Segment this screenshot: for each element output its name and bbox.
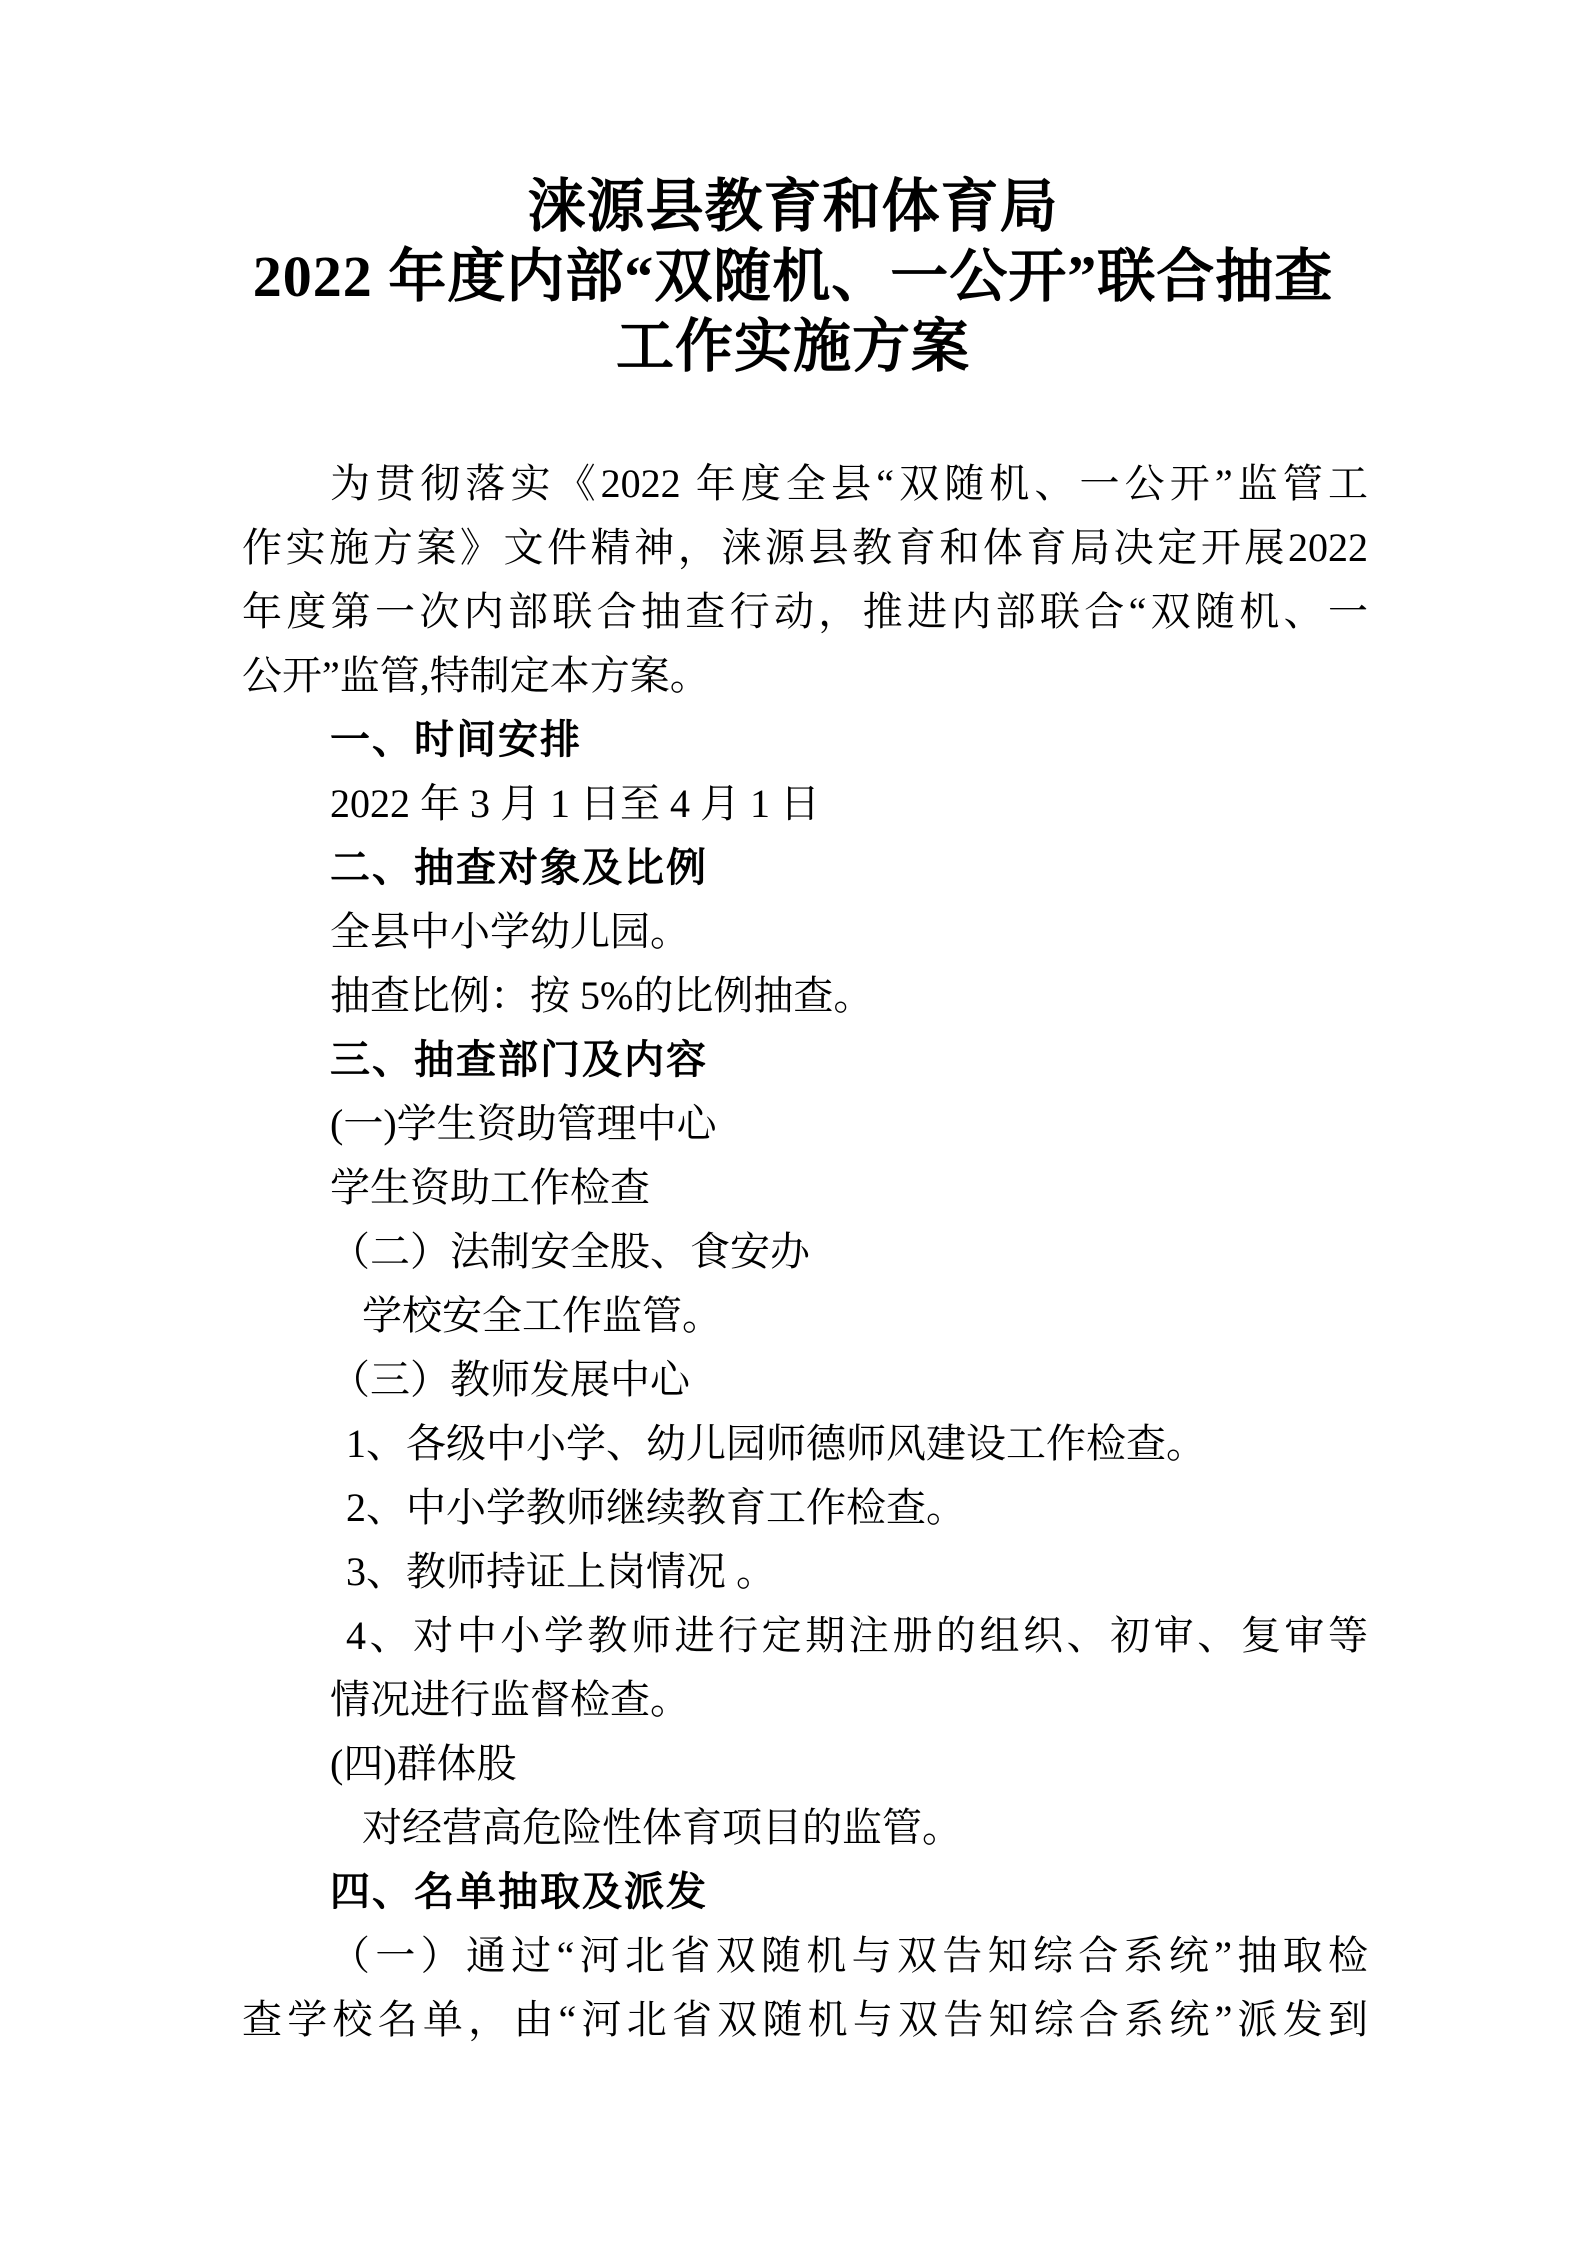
heading-schedule: 一、时间安排 bbox=[330, 718, 582, 762]
dept4-content: 对经营高危险性体育项目的监管。 bbox=[362, 1805, 962, 1850]
intro-line-2: 作实施方案》文件精神，涞源县教育和体育局决定开展2022 bbox=[242, 525, 1368, 570]
dept3-name: （三）教师发展中心 bbox=[330, 1357, 690, 1402]
targets-line: 全县中小学幼儿园。 bbox=[330, 909, 690, 954]
dept3-item-2: 2、中小学教师继续教育工作检查。 bbox=[346, 1485, 966, 1530]
ratio-line: 抽查比例：按 5%的比例抽查。 bbox=[330, 973, 874, 1018]
title-line-1: 涞源县教育和体育局 bbox=[527, 174, 1059, 239]
dept2-content: 学校安全工作监管。 bbox=[362, 1293, 722, 1338]
dept1-content: 学生资助工作检查 bbox=[330, 1165, 650, 1210]
dept3-item-3: 3、教师持证上岗情况 。 bbox=[346, 1549, 776, 1594]
roster-line-2: 查学校名单，由“河北省双随机与双告知综合系统”派发到 bbox=[242, 1997, 1368, 2042]
intro-line-1: 为贯彻落实《2022 年度全县“双随机、一公开”监管工 bbox=[330, 461, 1368, 506]
dept2-name: （二）法制安全股、食安办 bbox=[330, 1229, 810, 1274]
dept4-name: (四)群体股 bbox=[330, 1741, 517, 1786]
title-line-2: 2022 年度内部“双随机、一公开”联合抽查 bbox=[252, 244, 1334, 309]
dept3-item-1: 1、各级中小学、幼儿园师德师风建设工作检查。 bbox=[346, 1421, 1206, 1466]
intro-line-4: 公开”监管,特制定本方案。 bbox=[242, 653, 710, 698]
heading-departments: 三、抽查部门及内容 bbox=[330, 1038, 708, 1082]
roster-line-1: （一）通过“河北省双随机与双告知综合系统”抽取检 bbox=[330, 1933, 1368, 1978]
intro-line-3: 年度第一次内部联合抽查行动，推进内部联合“双随机、一 bbox=[242, 589, 1368, 634]
document-body bbox=[242, 452, 1368, 2052]
schedule-dates: 2022 年 3 月 1 日至 4 月 1 日 bbox=[330, 781, 820, 826]
title-line-3: 工作实施方案 bbox=[615, 314, 970, 379]
document-title bbox=[0, 172, 1586, 382]
dept3-item-4-cont: 情况进行监督检查。 bbox=[330, 1677, 690, 1722]
heading-targets: 二、抽查对象及比例 bbox=[330, 846, 708, 890]
dept3-item-4: 4、对中小学教师进行定期注册的组织、初审、复审等 bbox=[346, 1613, 1368, 1658]
dept1-name: (一)学生资助管理中心 bbox=[330, 1101, 717, 1146]
heading-roster: 四、名单抽取及派发 bbox=[330, 1870, 708, 1914]
